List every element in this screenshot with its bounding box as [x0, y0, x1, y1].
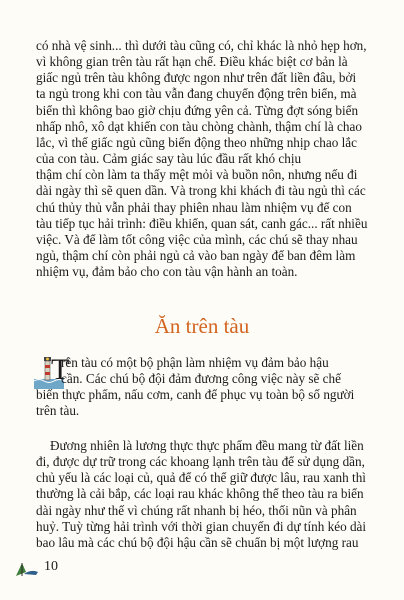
text-line: biển thì không bao giờ chịu đứng yên cả. Từng đợt sóng biển	[36, 102, 359, 118]
text-line: huỷ. Tuỳ từng hải trình với thời gian chuyến đi dự tính kéo dài	[36, 518, 367, 534]
text-line: tàu tiếp tục hải trình: điều khiển, quan sát, canh gác... rất nhiều	[36, 215, 368, 231]
paragraph-kitchen-crew	[36, 355, 376, 420]
text-line: trên tàu.	[36, 403, 80, 419]
paragraph-sleeping-on-ship	[36, 38, 376, 280]
text-line: Đương nhiên là lương thực thực phẩm đều mang từ đất liền	[50, 438, 364, 453]
text-line: nhấp nhô, xô dạt khiến con tàu chòng chành, thậm chí là chao	[36, 118, 362, 134]
text-line: vì không gian trên tàu rất hạn chế. Điều khác biệt cơ bản là	[36, 54, 348, 70]
section-heading: Ăn trên tàu	[154, 314, 250, 338]
text-line: ta ngủ trong khi con tàu vẫn đang chuyển động trên biển, mà	[36, 86, 357, 102]
text-line: đi, được dự trữ trong các khoang lạnh trên tàu để sử dụng dần,	[36, 454, 365, 470]
text-line: biến thực phẩm, nấu cơm, canh để phục vụ toàn bộ số người	[36, 387, 355, 403]
text-line: thậm chí còn làm ta thấy mệt mỏi và buồn nôn, nhưng nếu đi	[36, 167, 358, 183]
text-line: dài ngày thì sẽ quen dần. Và trong khi khách đi tàu ngủ thì các	[36, 183, 366, 199]
text-line: ngủ, thậm chí còn phải ngủ cả vào ban ngày để ban đêm làm	[36, 248, 356, 264]
text-line: dài ngày như thế vì chúng rất nhanh bị héo, thối nũn và phân	[36, 502, 357, 518]
text-line: thường là cải bắp, các loại rau khác không thể theo tàu ra biển	[36, 486, 364, 502]
drop-cap-letter: T	[51, 353, 70, 386]
text-line: có nhà vệ sinh... thì dưới tàu cũng có, chỉ khác là nhỏ hẹp hơn,	[36, 38, 367, 53]
paragraph-food-supplies	[36, 438, 376, 551]
text-line: chủ yếu là các loại củ, quả để có thể giữ được lâu, rau xanh thì	[36, 470, 366, 486]
text-line: việc. Và để làm tốt công việc của mình, các chú sẽ thay nhau	[36, 231, 358, 247]
page-number: 10	[44, 559, 58, 574]
text-line: nhiệm vụ, đảm bảo cho con tàu vận hành an toàn.	[36, 264, 298, 280]
text-line: giấc ngủ trên tàu không được ngon như trên đất liền đâu, bởi	[36, 70, 357, 86]
text-line: rên tàu có một bộ phận làm nhiệm vụ đảm bảo hậu	[61, 355, 329, 370]
text-line: chú thủy thủ vẫn phải thay phiên nhau làm nhiệm vụ để con	[36, 199, 352, 215]
text-line: lắc, vì thế giấc ngủ cũng biến động theo những nhịp chao lắc	[36, 134, 357, 150]
text-line: bao lâu mà các chú bộ đội hậu cần sẽ chuẩn bị một lượng rau	[36, 534, 359, 550]
text-line: cần. Các chú bộ đội đảm đương công việc này sẽ chế	[61, 371, 341, 387]
text-line: của con tàu. Cảm giác say tàu lúc đầu rất khó chịu	[36, 151, 302, 167]
ship-flag-icon	[14, 560, 40, 578]
